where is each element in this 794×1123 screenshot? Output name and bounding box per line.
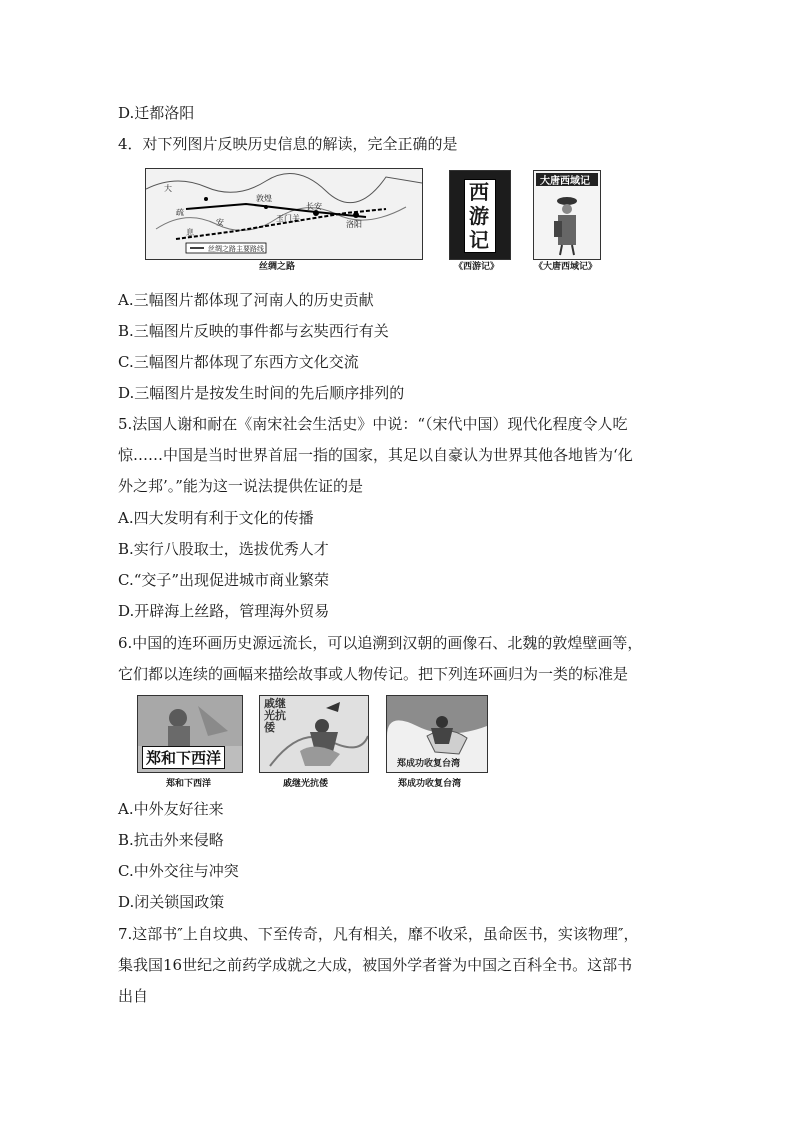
question-5-line-1: 5.法国人谢和耐在《南宋社会生活史》中说：“（宋代中国）现代化程度令人吃 [118, 415, 628, 433]
option-c-q6: C.中外交往与冲突 [118, 862, 239, 880]
comic-zhengchenggong [386, 695, 488, 773]
xiyouji-title: 西游记 [469, 180, 489, 252]
question-6-line-2: 它们都以连续的画幅来描绘故事或人物传记。把下列连环画归为一类的标准是 [118, 665, 629, 683]
zhengchenggong-title: 郑成功收复台湾 [397, 759, 461, 769]
datang-title: 大唐西域记 [540, 176, 590, 187]
map-label: 玉门关 [276, 214, 300, 223]
option-b-q4: B.三幅图片反映的事件都与玄奘西行有关 [118, 322, 389, 340]
map-label: 洛阳 [346, 220, 362, 229]
map-label: 疏 [176, 208, 184, 217]
xiyouji-cover [449, 170, 511, 260]
option-a-q6: A.中外友好往来 [118, 800, 224, 818]
option-b-q6: B.抗击外来侵略 [118, 831, 224, 849]
question-7-line-2: 集我国16世纪之前药学成就之大成，被国外学者誉为中国之百科全书。这部书 [118, 956, 633, 974]
map-label: 敦煌 [256, 194, 272, 203]
silk-road-map [145, 168, 423, 260]
map-legend: 丝绸之路主要路线 [208, 245, 264, 253]
question-7-line-1: 7.这部书″上自坟典、下至传奇，凡有相关，靡不收采，虽命医书，实该物理″， [118, 925, 639, 943]
datang-caption: 《大唐西域记》 [534, 262, 598, 272]
qijiguang-caption: 戚继光抗倭 [283, 779, 329, 789]
qijiguang-title: 戚继光抗倭 [264, 697, 286, 734]
xiyouji-caption: 《西游记》 [454, 262, 500, 272]
map-label: 大 [164, 184, 172, 193]
question-5-line-3: 外之邦’。”能为这一说法提供佐证的是 [118, 477, 363, 495]
question-5-line-2: 惊……中国是当时世界首屈一指的国家，其足以自豪认为世界其他各地皆为‘化 [118, 446, 633, 464]
option-c-q4: C.三幅图片都体现了东西方文化交流 [118, 353, 359, 371]
option-d-q3: D.迁都洛阳 [118, 104, 195, 122]
question-7-line-3: 出自 [118, 987, 149, 1005]
xiyouji-title-box [464, 179, 496, 253]
comic-qijiguang [259, 695, 369, 773]
map-label: 息 [186, 228, 194, 237]
map-caption: 丝绸之路 [259, 262, 296, 272]
option-d-q5: D.开辟海上丝路，管理海外贸易 [118, 602, 330, 620]
zhenghe-title: 郑和下西洋 [142, 746, 225, 769]
option-b-q5: B.实行八股取士，选拔优秀人才 [118, 540, 329, 558]
option-a-q5: A.四大发明有利于文化的传播 [118, 509, 314, 527]
zhengchenggong-caption: 郑成功收复台湾 [398, 779, 462, 789]
zhenghe-caption: 郑和下西洋 [166, 779, 212, 789]
map-label: 长安 [306, 202, 322, 211]
question-6-line-1: 6.中国的连环画历史源远流长，可以追溯到汉朝的画像石、北魏的敦煌壁画等， [118, 634, 643, 652]
map-label: 安 [216, 218, 224, 227]
datang-cover [533, 170, 601, 260]
option-c-q5: C.“交子”出现促进城市商业繁荣 [118, 571, 330, 589]
comic-zhenghe [137, 695, 243, 773]
question-4: 4．对下列图片反映历史信息的解读，完全正确的是 [118, 135, 458, 153]
monk-figure [534, 171, 600, 259]
option-d-q4: D.三幅图片是按发生时间的先后顺序排列的 [118, 384, 405, 402]
option-d-q6: D.闭关锁国政策 [118, 893, 225, 911]
option-a-q4: A.三幅图片都体现了河南人的历史贡献 [118, 291, 374, 309]
